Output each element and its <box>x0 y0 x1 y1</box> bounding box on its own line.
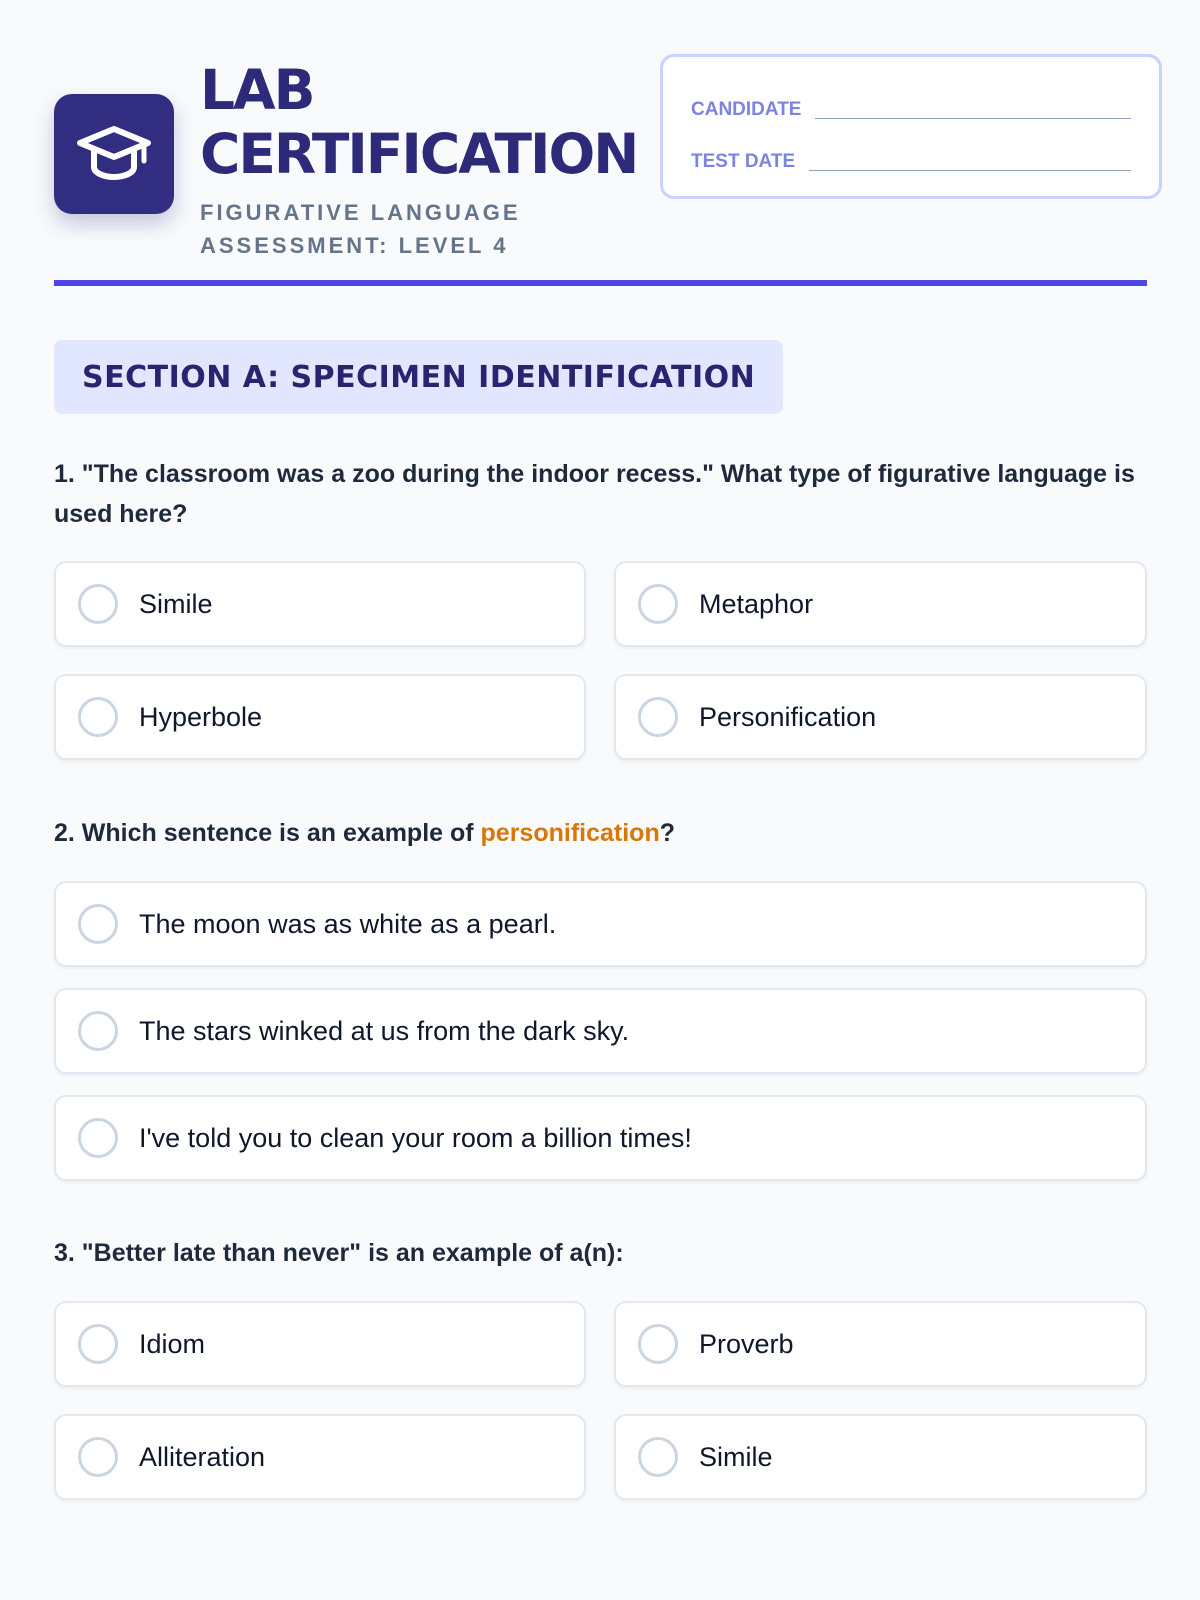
q3-option-3[interactable] <box>54 1414 586 1500</box>
subtitle-line-2: ASSESSMENT: LEVEL 4 <box>200 233 509 258</box>
radio-button[interactable] <box>638 1324 678 1364</box>
option-label: Personification <box>699 701 877 732</box>
question-2-suffix: ? <box>659 819 675 847</box>
q2-option-1[interactable] <box>54 881 1147 967</box>
option-label: Proverb <box>699 1328 794 1359</box>
page-subtitle <box>200 196 680 262</box>
candidate-info-box <box>660 54 1162 199</box>
q3-option-4[interactable] <box>614 1414 1147 1500</box>
option-label: Metaphor <box>699 588 814 619</box>
q1-option-4[interactable] <box>614 674 1147 760</box>
section-title: SECTION A: SPECIMEN IDENTIFICATION <box>54 340 783 414</box>
q1-option-2[interactable] <box>614 561 1147 647</box>
radio-button[interactable] <box>78 1324 118 1364</box>
title-line-2: CERTIFICATION <box>200 122 638 186</box>
question-2-highlight: personification <box>480 819 660 847</box>
radio-button[interactable] <box>78 1437 118 1477</box>
option-label: I've told you to clean your room a billion times! <box>139 1122 692 1153</box>
test-date-label: TEST DATE <box>691 151 796 172</box>
option-label: The moon was as white as a pearl. <box>139 908 557 939</box>
candidate-label: CANDIDATE <box>691 99 802 120</box>
radio-button[interactable] <box>78 1118 118 1158</box>
question-3-text: 3. "Better late than never" is an example of a(n): <box>54 1239 624 1267</box>
q2-option-2[interactable] <box>54 988 1147 1074</box>
radio-button[interactable] <box>78 904 118 944</box>
graduation-cap-icon <box>76 123 152 185</box>
q3-option-2[interactable] <box>614 1301 1147 1387</box>
radio-button[interactable] <box>638 1437 678 1477</box>
header <box>54 54 1168 258</box>
test-date-row <box>691 121 1131 173</box>
option-label: Simile <box>139 588 213 619</box>
option-label: Idiom <box>139 1328 206 1359</box>
question-2-prefix: 2. Which sentence is an example of <box>54 819 481 847</box>
option-label: Alliteration <box>139 1441 266 1472</box>
option-label: Hyperbole <box>139 701 263 732</box>
option-label: The stars winked at us from the dark sky. <box>139 1015 630 1046</box>
question-2-text <box>54 813 1147 853</box>
title-line-1: LAB <box>200 58 314 122</box>
q2-option-3[interactable] <box>54 1095 1147 1181</box>
radio-button[interactable] <box>78 1011 118 1051</box>
candidate-row <box>691 81 1131 121</box>
radio-button[interactable] <box>78 697 118 737</box>
candidate-field[interactable] <box>815 118 1131 119</box>
radio-button[interactable] <box>638 697 678 737</box>
subtitle-line-1: FIGURATIVE LANGUAGE <box>200 200 521 225</box>
option-label: Simile <box>699 1441 773 1472</box>
question-1-text: 1. "The classroom was a zoo during the indoor recess." What type of figurative language is used here? <box>54 460 1135 528</box>
page-title <box>200 58 680 186</box>
radio-button[interactable] <box>78 584 118 624</box>
logo <box>54 94 174 214</box>
title-block <box>200 58 680 262</box>
header-divider <box>54 280 1147 286</box>
q3-option-1[interactable] <box>54 1301 586 1387</box>
test-date-field[interactable] <box>809 170 1131 171</box>
q1-option-1[interactable] <box>54 561 586 647</box>
q1-option-3[interactable] <box>54 674 586 760</box>
radio-button[interactable] <box>638 584 678 624</box>
